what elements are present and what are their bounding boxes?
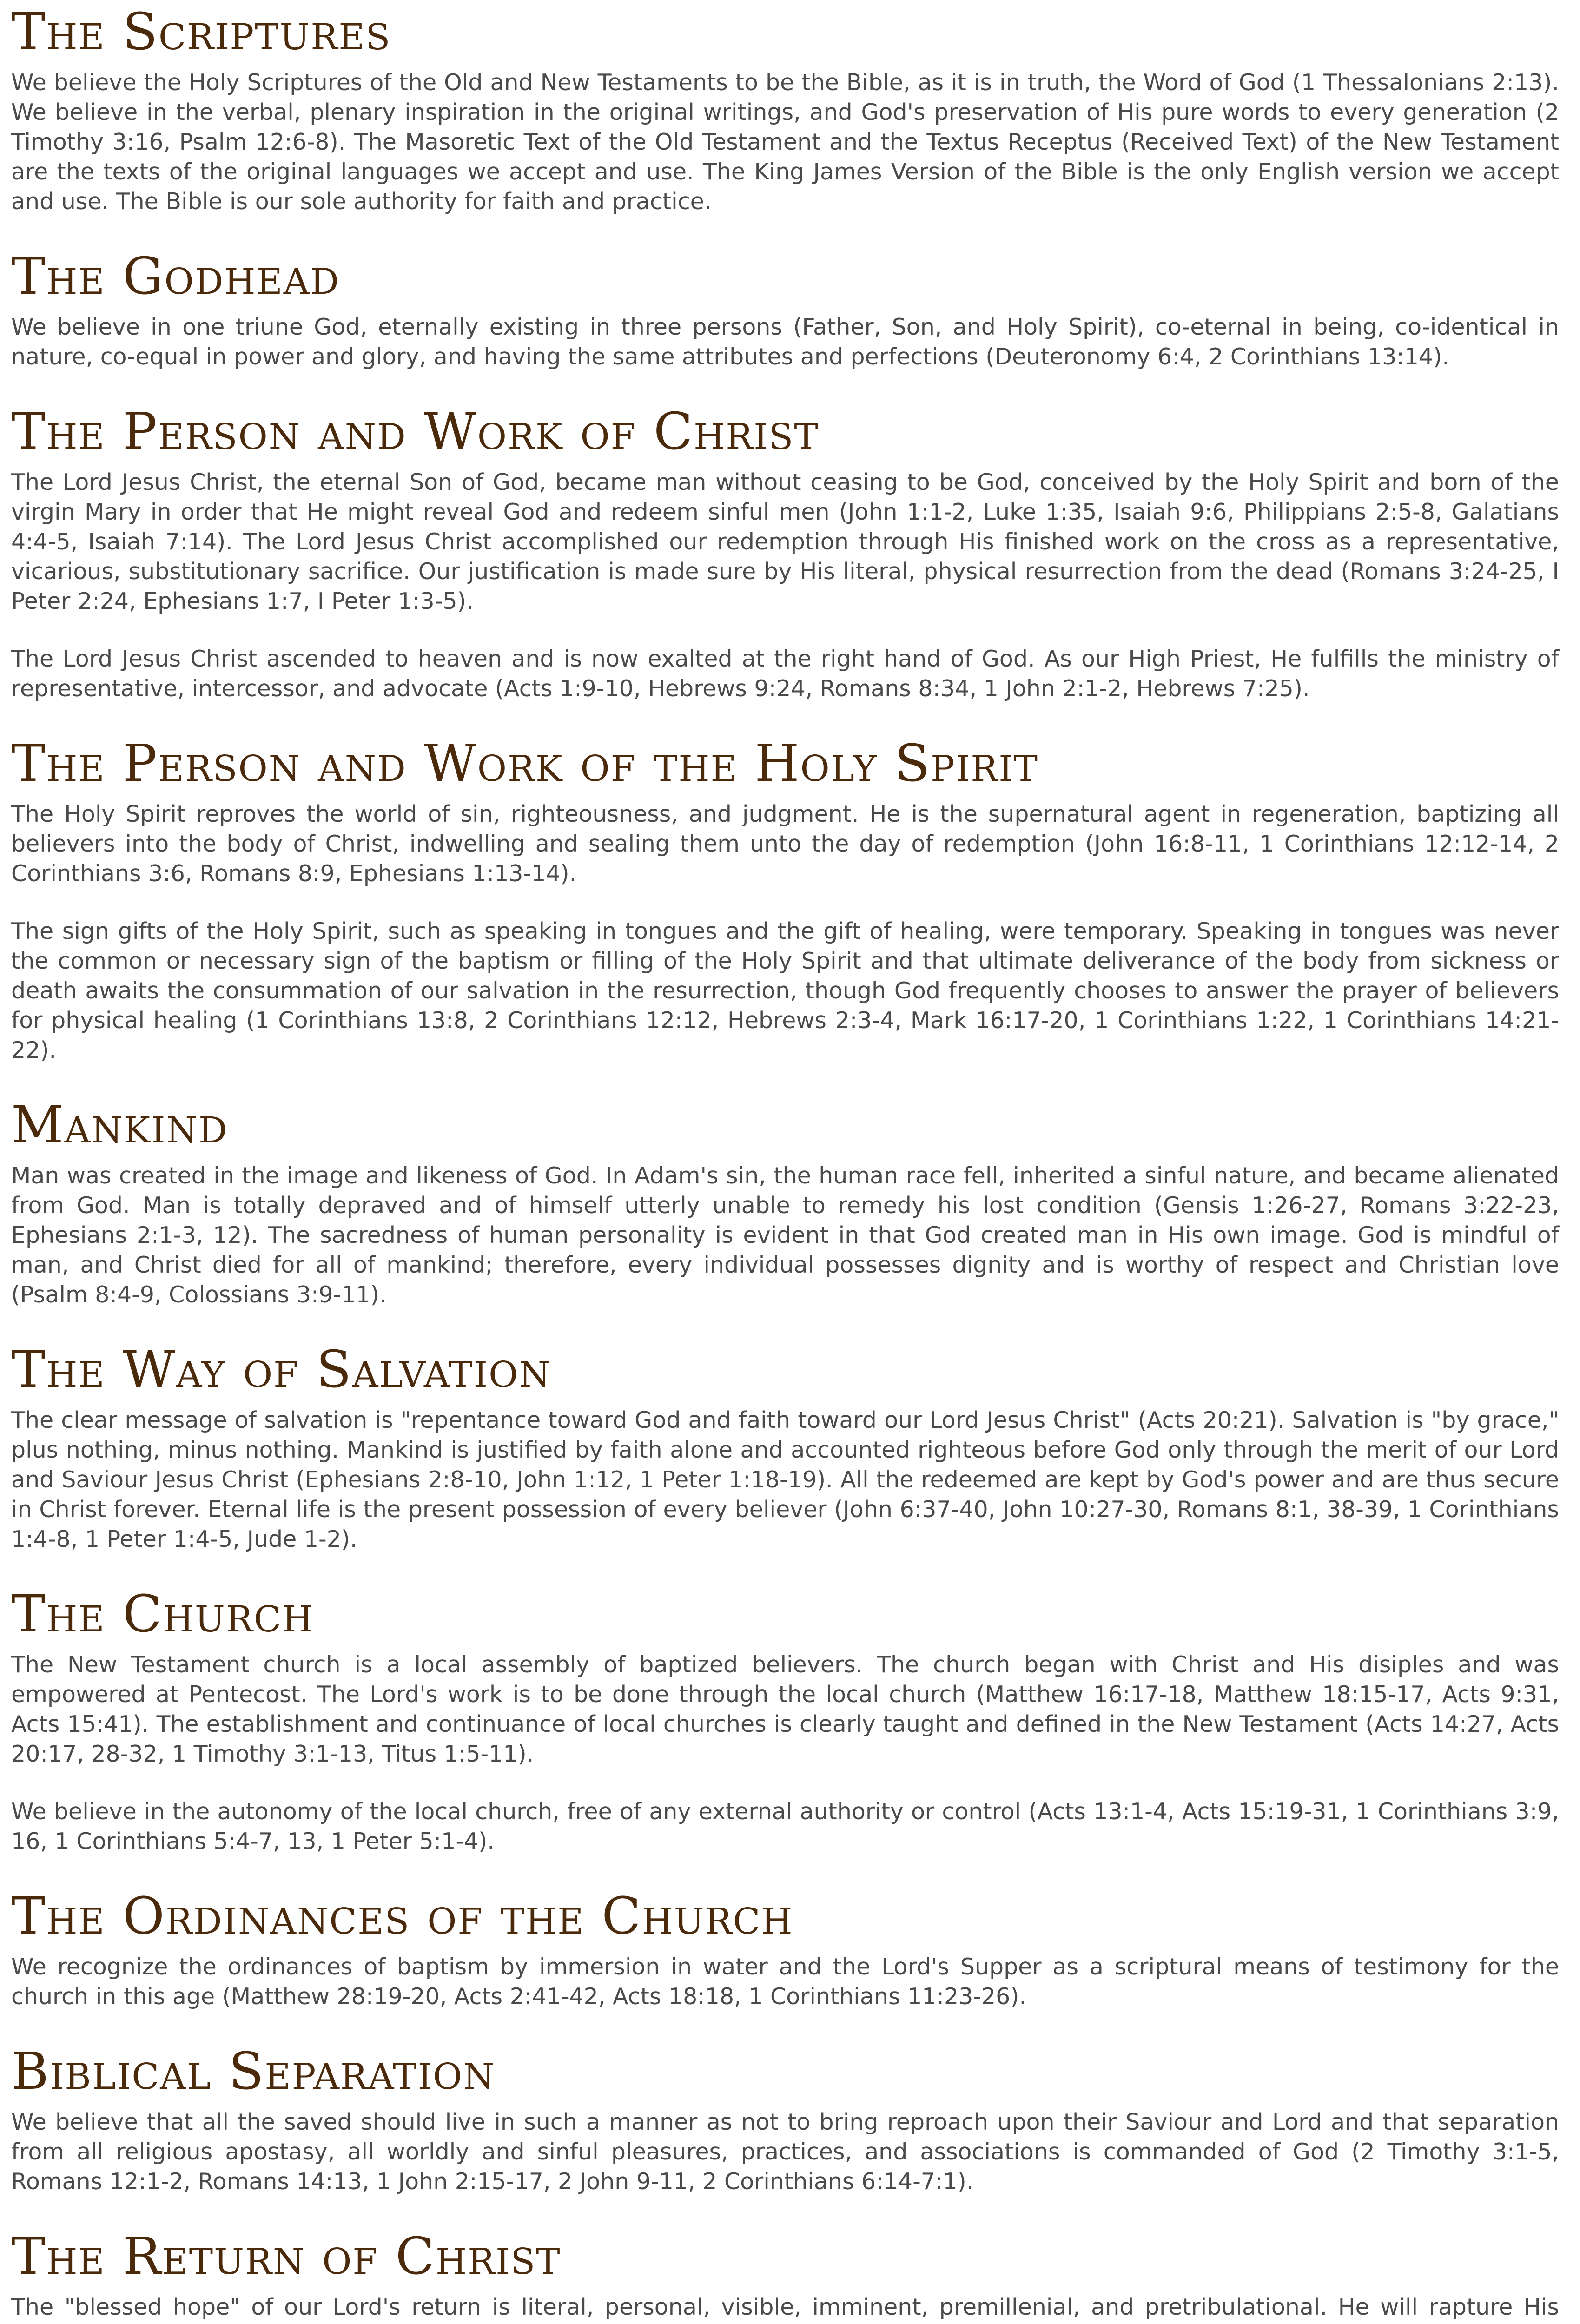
section-title: The Scriptures [11, 2, 391, 61]
section-return-of-christ [11, 2225, 1559, 2324]
section-holy-spirit [11, 732, 1559, 1065]
section-paragraph: Man was created in the image and likeness of God. In Adam's sin, the human race fell, inherited a sinful nature, and became alienated from God. Man is totally depraved and of himself utterly unable to remedy his lost condition (Gensis 1:26-27, Romans 3:22-23, Ephesians 2:1-3, 12). The sacredness of human personality is evident in that God created man in His own image. God is mindful of man, and Christ died for all of mankind; therefore, every individual possesses dignity and is worthy of respect and Christian love (Psalm 8:4-9, Colossians 3:9-11). [11, 1162, 1559, 1308]
section-title: The Person and Work of Christ [11, 402, 819, 461]
section-person-work-of-christ [11, 400, 1559, 704]
section-title: The Way of Salvation [11, 1340, 551, 1399]
section-paragraph: The clear message of salvation is "repentance toward God and faith toward our Lord Jesus Christ" (Acts 20:21). Salvation is "by grace," plus nothing, minus nothing. Mankind is justified by faith alone and accounted righteous before God only through the merit of our Lord and Saviour Jesus Christ (Ephesians 2:8-10, John 1:12, 1 Peter 1:18-19). All the redeemed are kept by God's power and are thus secure in Christ forever. Eternal life is the present possession of every believer (John 6:37-40, John 10:27-30, Romans 8:1, 38-39, 1 Corinthians 1:4-8, 1 Peter 1:4-5, Jude 1-2). [11, 1407, 1559, 1552]
section-biblical-separation [11, 2040, 1559, 2197]
section-title: The Godhead [11, 246, 340, 306]
section-paragraph: The "blessed hope" of our Lord's return is literal, personal, visible, imminent, premillenial, and pretribulational. He will rapture His [11, 2294, 1559, 2320]
section-paragraph: We believe that all the saved should live in such a manner as not to bring reproach upon their Saviour and Lord and that separation from all religious apostasy, all worldly and sinful pleasures, practices, and associations is commanded of God (2 Timothy 3:1-5, Romans 12:1-2, Romans 14:13, 1 John 2:15-17, 2 John 9-11, 2 Corinthians 6:14-7:1). [11, 2109, 1559, 2195]
section-paragraph: We recognize the ordinances of baptism by immersion in water and the Lord's Supper as a scriptural means of testimony for the church in this age (Matthew 28:19-20, Acts 2:41-42, Acts 18:18, 1 Corinthians 11:23-26). [11, 1954, 1559, 2010]
section-title: Biblical Separation [11, 2041, 496, 2101]
section-title: The Church [11, 1584, 314, 1644]
section-mankind [11, 1093, 1559, 1310]
section-paragraph: The Lord Jesus Christ ascended to heaven and is now exalted at the right hand of God. As our High Priest, He fulfills the ministry of representative, intercessor, and advocate (Acts 1:9-10, Hebrews 9:24, Romans 8:34, 1 John 2:1-2, Hebrews 7:25). [11, 646, 1559, 702]
section-paragraph: The New Testament church is a local assembly of baptized believers. The church began with Christ and His disiples and was empowered at Pentecost. The Lord's work is to be done through the local church (Matthew 16:17-18, Matthew 18:15-17, Acts 9:31, Acts 15:41). The establishment and continuance of local churches is clearly taught and defined in the New Testament (Acts 14:27, Acts 20:17, 28-32, 1 Timothy 3:1-13, Titus 1:5-11). [11, 1651, 1559, 1767]
section-paragraph: The Lord Jesus Christ, the eternal Son of God, became man without ceasing to be God, conceived by the Holy Spirit and born of the virgin Mary in order that He might reveal God and redeem sinful men (John 1:1-2, Luke 1:35, Isaiah 9:6, Philippians 2:5-8, Galatians 4:4-5, Isaiah 7:14). The Lord Jesus Christ accomplished our redemption through His finished work on the cross as a representative, vicarious, substitutionary sacrifice. Our justification is made sure by His literal, physical resurrection from the dead (Romans 3:24-25, I Peter 2:24, Ephesians 1:7, I Peter 1:3-5). [11, 469, 1559, 614]
section-way-of-salvation [11, 1338, 1559, 1554]
section-paragraph: We believe in the autonomy of the local church, free of any external authority or control (Acts 13:1-4, Acts 15:19-31, 1 Corinthians 3:9, 16, 1 Corinthians 5:4-7, 13, 1 Peter 5:1-4). [11, 1798, 1559, 1855]
section-paragraph: We believe in one triune God, eternally existing in three persons (Father, Son, and Holy Spirit), co-eternal in being, co-identical in nature, co-equal in power and glory, and having the same attributes and perfections (Deuteronomy 6:4, 2 Corinthians 13:14). [11, 314, 1559, 370]
section-godhead [11, 244, 1559, 372]
section-title: The Ordinances of the Church [11, 1886, 793, 1946]
section-scriptures [11, 0, 1559, 217]
section-church [11, 1582, 1559, 1856]
section-title: The Return of Christ [11, 2226, 561, 2286]
section-title: The Person and Work of the Holy Spirit [11, 733, 1039, 793]
section-paragraph: We believe the Holy Scriptures of the Old and New Testaments to be the Bible, as it is in truth, the Word of God (1 Thessalonians 2:13). We believe in the verbal, plenary inspiration in the original writings, and God's preservation of His pure words to every generation (2 Timothy 3:16, Psalm 12:6-8). The Masoretic Text of the Old Testament and the Textus Receptus (Received Text) of the New Testament are the texts of the original languages we accept and use. The King James Version of the Bible is the only English version we accept and use. The Bible is our sole authority for faith and practice. [11, 69, 1559, 215]
statement-of-faith [11, 0, 1559, 2324]
section-title: Mankind [11, 1095, 228, 1155]
section-paragraph: The Holy Spirit reproves the world of sin, righteousness, and judgment. He is the supernatural agent in regeneration, baptizing all believers into the body of Christ, indwelling and sealing them unto the day of redemption (John 16:8-11, 1 Corinthians 12:12-14, 2 Corinthians 3:6, Romans 8:9, Ephesians 1:13-14). [11, 801, 1559, 887]
section-ordinances [11, 1884, 1559, 2012]
section-paragraph: The sign gifts of the Holy Spirit, such as speaking in tongues and the gift of healing, were temporary. Speaking in tongues was never the common or necessary sign of the baptism or filling of the Holy Spirit and that ultimate deliverance of the body from sickness or death awaits the consummation of our salvation in the resurrection, though God frequently chooses to answer the prayer of believers for physical healing (1 Corinthians 13:8, 2 Corinthians 12:12, Hebrews 2:3-4, Mark 16:17-20, 1 Corinthians 1:22, 1 Corinthians 14:21-22). [11, 918, 1559, 1063]
